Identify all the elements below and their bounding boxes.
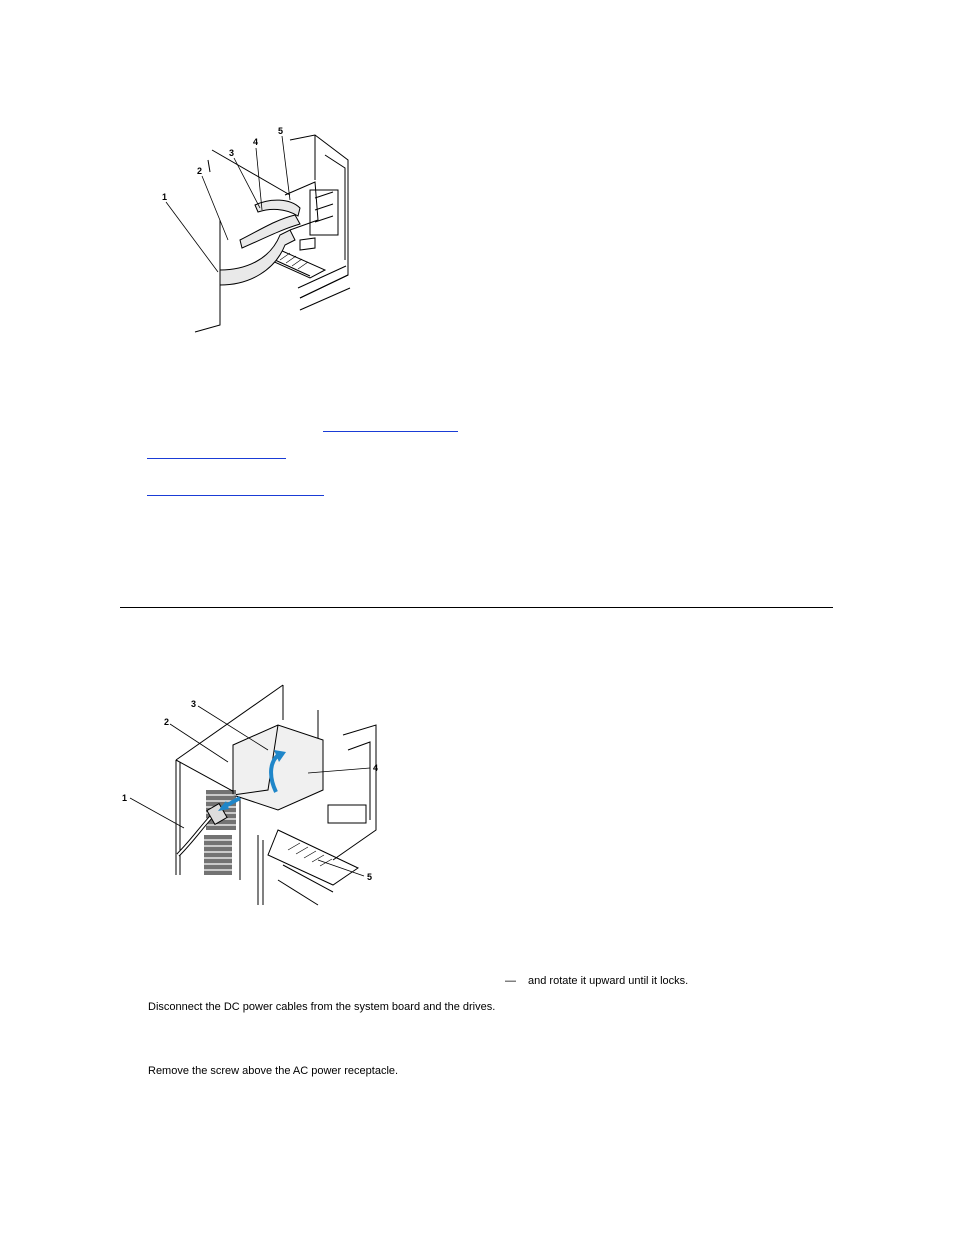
figure-drive-cables	[150, 120, 370, 335]
step-disconnect-text: Disconnect the DC power cables from the system board and the drives.	[148, 1001, 496, 1013]
figure2-callout-5: 5	[367, 872, 373, 882]
figure-power-supply	[118, 680, 388, 910]
link-2[interactable]	[147, 454, 286, 459]
figure1-callout-2: 2	[197, 166, 203, 176]
figure1-callout-4: 4	[253, 137, 259, 147]
section-divider	[120, 607, 833, 608]
step-dash: —	[505, 975, 516, 987]
link-1[interactable]	[323, 427, 458, 432]
figure1-callout-5: 5	[278, 126, 284, 136]
figure1-callout-3: 3	[229, 148, 235, 158]
figure2-callout-3: 3	[191, 699, 197, 709]
step-remove-text: Remove the screw above the AC power receptacle.	[148, 1065, 399, 1077]
figure2-callout-1: 1	[122, 793, 128, 803]
figure2-callout-2: 2	[164, 717, 170, 727]
figure1-callout-1: 1	[162, 192, 168, 202]
link-3[interactable]	[147, 491, 324, 496]
figure2-callout-4: 4	[373, 763, 379, 773]
step-rotate-text: and rotate it upward until it locks.	[528, 975, 689, 987]
